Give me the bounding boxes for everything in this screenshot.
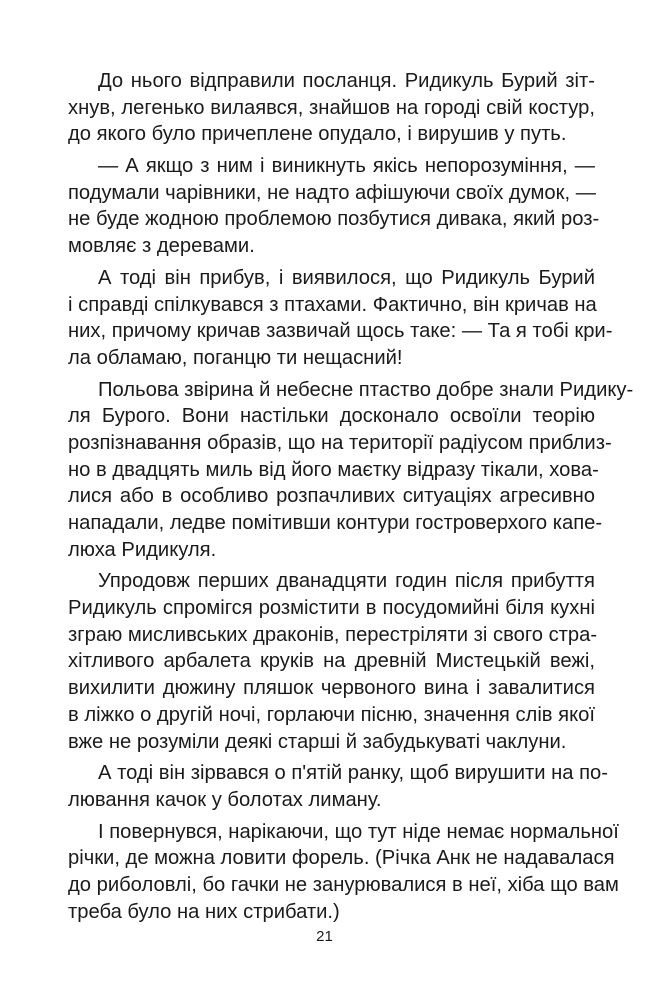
text-line: А тоді він зірвався о п'ятій ранку, щоб вирушити на по-	[98, 762, 609, 785]
text-line: хітливого арбалета круків на древній Мистецькій вежі,	[68, 650, 595, 673]
text-line: ля Бурого. Вони настільки досконало освоїли теорію	[68, 405, 595, 428]
text-line: Ридикуль спромігся розмістити в посудомийні біля кухні	[68, 597, 595, 620]
text-line: лися або в особливо розпачливих ситуаціях агресивно	[68, 485, 595, 508]
text-line: в ліжко о другій ночі, горлаючи пісню, значення слів якої	[68, 703, 595, 726]
text-line: Польова звірина й небесне птаство добре знали Ридику-	[98, 378, 634, 401]
text-line: і справді спілкувався з птахами. Фактично, він кричав на	[68, 293, 597, 316]
text-line: вихилити дюжину пляшок червоного вина і завалитися	[68, 677, 595, 700]
text-line: зграю мисливських драконів, перестріляти зі свого стра-	[68, 623, 598, 646]
text-line: вже не розуміли деякі старші й забудькуваті чаклуни.	[68, 730, 567, 753]
text-line: не буде жодною проблемою позбутися дивака, який роз-	[68, 208, 600, 231]
text-line: ла обламаю, поганцю ти нещасний!	[68, 346, 403, 369]
text-line: До нього відправили посланця. Ридикуль Бурий зіт-	[98, 70, 595, 92]
text-line: мовляє з деревами.	[68, 235, 255, 258]
text-line: нападали, ледве помітивши контури гостроверхого капе-	[68, 512, 603, 534]
text-line: хнув, легенько вилаявся, знайшов на городі свій костур,	[68, 96, 595, 119]
text-line: розпізнавання образів, що на території радіусом приблиз-	[68, 431, 612, 454]
text-line: них, причому кричав зазвичай щось таке: — Та я тобі кри-	[68, 320, 613, 343]
text-line: люха Ридикуля.	[68, 538, 217, 561]
text-line: до якого було причеплене опудало, і вирушив у путь.	[68, 123, 567, 146]
text-line: І повернувся, нарікаючи, що тут ніде немає нормальної	[98, 820, 619, 843]
text-line: лювання качок у болотах лиману.	[68, 788, 382, 811]
text-line: — А якщо з ним і виникнуть якісь непорозуміння, —	[98, 155, 595, 178]
text-line: подумали чарівники, не надто афішуючи своїх думок, —	[68, 181, 596, 204]
text-line: річки, де можна ловити форель. (Річка Анк не надавалася	[68, 847, 615, 870]
page-number: 21	[316, 928, 333, 945]
body-text	[68, 68, 634, 925]
text-line: треба було на них стрибати.)	[68, 900, 340, 923]
text-line: но в двадцять миль від його маєтку відразу тікали, хова-	[68, 458, 599, 481]
text-line: до риболовлі, бо гачки не занурювалися в неї, хіба що вам	[68, 873, 619, 896]
text-line: Упродовж перших дванадцяти годин після прибуття	[98, 570, 595, 593]
text-line: А тоді він прибув, і виявилося, що Ридикуль Бурий	[98, 266, 595, 289]
